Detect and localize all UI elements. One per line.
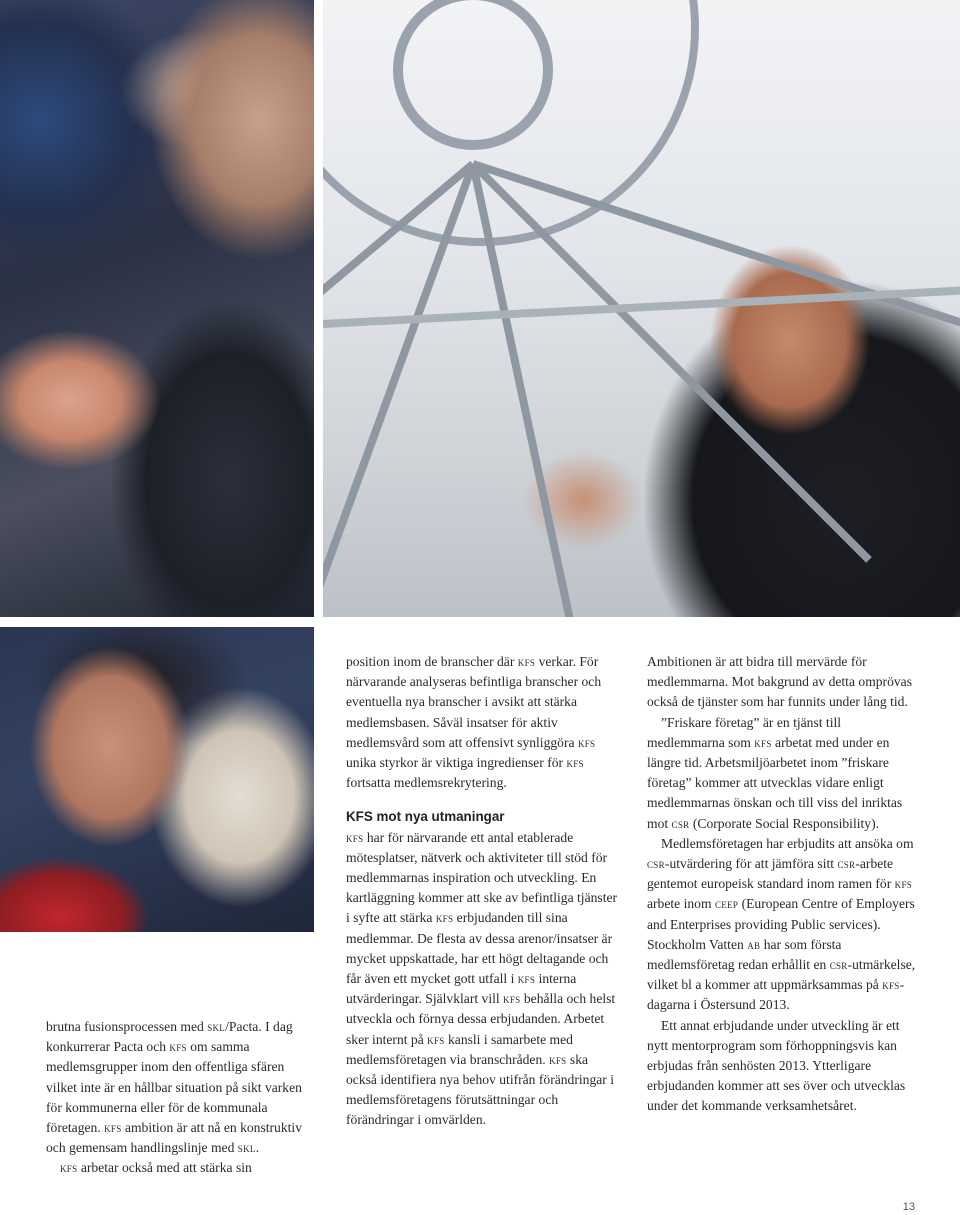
paragraph: Ett annat erbjudande under utveckling är ett nytt mentorprogram som förhoppningsvis kan erbjudas från senhösten 2013. Ytterligare erbjudanden kommer att ses över och utvecklas under det kommande verksamhetsåret. [647,1017,906,1114]
section-heading: KFS mot nya utmaningar [346,809,505,825]
paragraph: kfs arbetar också med att stärka sin [60,1160,252,1176]
text-column-2 [346,652,621,1131]
paragraph: position inom de branscher där kfs verkar. För närvarande analyseras befintliga branscher och eventuella nya branscher i avsikt att stärka medlemsbasen. Såväl insatser för aktiv medlemsvård som att offensivt synliggöra kfs unika styrkor är viktiga ingredienser för kfs fortsatta medlemsrekrytering. [346,654,602,791]
paragraph: Ambitionen är att bidra till mervärde för medlemmarna. Mot bakgrund av detta omprövas också de tjänster som har funnits under lång tid. [647,654,913,710]
paragraph: ”Friskare företag” är en tjänst till medlemmarna som kfs arbetat med under en längre tid. Arbetsmiljöarbetet inom ”friskare företag” kommer att utvecklas vidare enligt medlemmarnas önskan och till viss del inriktas mot csr (Corporate Social Responsibility). [647,714,903,831]
dome-strut [470,161,872,563]
page-number: 13 [902,1201,915,1213]
text-column-1 [46,1017,316,1179]
paragraph: kfs har för närvarande ett antal etablerade mötesplatser, nätverk och aktiviteter till stöd för medlemmarnas inspiration och utveckling. En kartläggning kommer att ske av befintliga tjänster i syfte att stärka kfs erbjudanden till sina medlemmar. De flesta av dessa arenor/insatser är mycket uppskattade, har ett högt deltagande och får även ett mycket gott utfall i kfs interna utvärderingar. Självklart vill kfs behålla och helst utveckla och förnya dessa erbjudanden. Arbetet sker internt på kfs kansli i samarbete med medlemsföretagen via branschråden. kfs ska också identifiera nya behov utifrån förändringar i medlemsföretagens förutsättningar och förändringar i omvärlden. [346,829,618,1128]
paragraph: brutna fusionsprocessen med skl/Pacta. I dag konkurrerar Pacta och kfs om samma medlemsgrupper inom den offentliga sfären vilket inte är en hållbar situation på sikt varken för kommunerna eller för de kommunala företagen. kfs ambition är att nå en konstruktiv och gemensam handlingslinje med skl. [46,1019,303,1156]
dome-photo [323,0,960,617]
audience-photo [0,0,314,617]
woman-photo [0,627,314,932]
dome-ring-outer [323,0,699,246]
paragraph: Medlemsföretagen har erbjudits att ansöka om csr-utvärdering för att jämföra sitt csr-arbete gentemot europeisk standard inom ramen för kfs arbete inom ceep (European Centre of Employers and Enterprises providing Public services). Stockholm Vatten ab har som första medlemsföretag redan erhållit en csr-utmärkelse, vilket bl a kommer att uppmärksammas på kfs-dagarna i Östersund 2013. [647,835,916,1013]
text-column-3 [647,652,922,1117]
